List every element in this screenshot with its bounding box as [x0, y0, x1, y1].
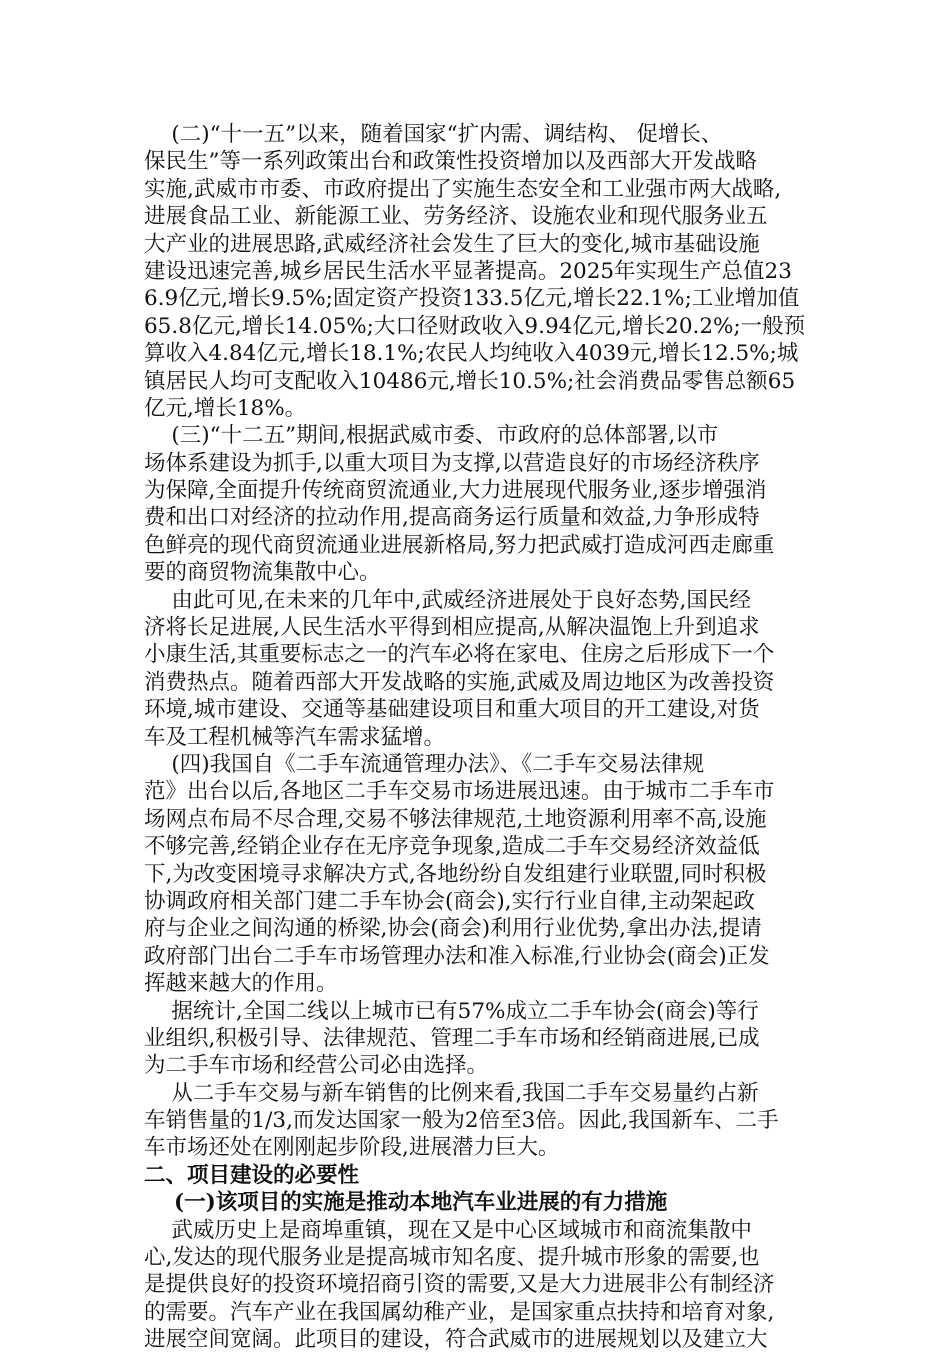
paragraph-tongji	[144, 998, 834, 1080]
paragraph-2	[144, 121, 834, 422]
text-line: 车销售量的1/3,而发达国家一般为2倍至3倍。因此,我国新车、二手	[144, 1108, 779, 1134]
text-line: 6.9亿元,增长9.5%;固定资产投资133.5亿元,增长22.1%;工业增加值	[144, 286, 800, 312]
text-line: 进展食品工业、新能源工业、劳务经济、设施农业和现代服务业五	[144, 204, 768, 230]
text-line: 场体系建设为抓手,以重大项目为支撑,以营造良好的市场经济秩序	[144, 450, 760, 476]
text-line: 的需要。汽车产业在我国属幼稚产业，是国家重点扶持和培育对象,	[144, 1299, 775, 1325]
text-line: 环境,城市建设、交通等基础建设项目和重大项目的开工建设,对货	[144, 697, 760, 723]
paragraph-bili	[144, 1080, 834, 1162]
text-line: 为保障,全面提升传统商贸流通业,大力进展现代服务业,逐步增强消	[144, 478, 767, 504]
text-line: (四)我国自《二手车流通管理办法》、《二手车交易法律规	[144, 751, 705, 777]
text-line: 不够完善,经销企业存在无序竞争现象,造成二手车交易经济效益低	[144, 834, 760, 860]
text-line: (二)“十一五”以来，随着国家“扩内需、调结构、 促增长、	[144, 122, 723, 147]
text-line: 为二手车市场和经营公司必由选择。	[144, 1053, 489, 1079]
text-line: (三)“十二五”期间,根据武威市委、市政府的总体部署,以市	[144, 423, 719, 449]
text-line: 大产业的进展思路,武威经济社会发生了巨大的变化,城市基础设施	[144, 231, 760, 257]
paragraph-3	[144, 422, 834, 586]
text-line: 政府部门出台二手车市场管理办法和准入标准,行业协会(商会)正发	[144, 943, 770, 969]
document-page	[144, 121, 834, 1354]
text-line: 府与企业之间沟通的桥梁,协会(商会)利用行业优势,拿出办法,提请	[144, 916, 762, 942]
paragraph-4	[144, 751, 834, 998]
text-line: 由此可见,在未来的几年中,武威经济进展处于良好态势,国民经	[144, 587, 751, 613]
text-line: 下,为改变困境寻求解决方式,各地纷纷自发组建行业联盟,同时积极	[144, 861, 767, 887]
text-line: 实施,武威市市委、市政府提出了实施生态安全和工业强市两大战略,	[144, 176, 782, 202]
text-line: 济将长足进展,人民生活水平得到相应提高,从解决温饱上升到追求	[144, 615, 760, 641]
text-line: 进展空间宽阔。此项目的建设，符合武威市的进展规划以及建立大	[144, 1327, 768, 1353]
text-line: 亿元,增长18%。	[144, 395, 307, 421]
text-line: 场网点布局不尽合理,交易不够法律规范,土地资源利用率不高,设施	[144, 806, 767, 832]
text-line: 心,发达的现代服务业是提高城市知名度、提升城市形象的需要,也	[144, 1245, 760, 1271]
text-line: 要的商贸物流集散中心。	[144, 560, 381, 586]
text-line: 费和出口对经济的拉动作用,提高商务运行质量和效益,力争形成特	[144, 505, 760, 531]
text-line: 挥越来越大的作用。	[144, 971, 338, 997]
text-line: 建设迅速完善,城乡居民生活水平显著提高。2025年实现生产总值23	[144, 258, 792, 284]
text-line: 镇居民人均可支配收入10486元,增长10.5%;社会消费品零售总额65	[144, 368, 796, 394]
text-line: 从二手车交易与新车销售的比例来看,我国二手车交易量约占新	[144, 1080, 759, 1106]
text-line: 消费热点。随着西部大开发战略的实施,武威及周边地区为改善投资	[144, 669, 775, 695]
text-line: 色鲜亮的现代商贸流通业进展新格局,努力把武威打造成河西走廊重	[144, 532, 775, 558]
paragraph-youci	[144, 587, 834, 751]
text-line: 武威历史上是商埠重镇，现在又是中心区域城市和商流集散中	[144, 1217, 752, 1243]
subheading: (一)该项目的实施是推动本地汽车业进展的有力措施	[144, 1190, 668, 1216]
text-line: 业组织,积极引导、法律规范、管理二手车市场和经销商进展,已成	[144, 1025, 760, 1051]
text-line: 协调政府相关部门建二手车协会(商会),实行行业自律,主动架起政	[144, 888, 755, 914]
text-line: 是提供良好的投资环境招商引资的需要,又是大力进展非公有制经济	[144, 1272, 775, 1298]
text-line: 据统计,全国二线以上城市已有57%成立二手车协会(商会)等行	[144, 998, 759, 1024]
paragraph-wuwei	[144, 1217, 834, 1354]
text-line: 小康生活,其重要标志之一的汽车必将在家电、住房之后形成下一个	[144, 642, 775, 668]
text-line: 算收入4.84亿元,增长18.1%;农民人均纯收入4039元,增长12.5%;城	[144, 341, 799, 367]
text-line: 65.8亿元,增长14.05%;大口径财政收入9.94亿元,增长20.2%;一般预	[144, 313, 806, 339]
text-line: 车及工程机械等汽车需求猛增。	[144, 724, 446, 750]
text-line: 车市场还处在刚刚起步阶段,进展潜力巨大。	[144, 1135, 560, 1161]
text-line: 保民生”等一系列政策出台和政策性投资增加以及西部大开发战略	[144, 149, 757, 175]
text-line: 范》出台以后,各地区二手车交易市场进展迅速。由于城市二手车市	[144, 779, 775, 805]
section-heading: 二、项目建设的必要性	[144, 1162, 360, 1188]
